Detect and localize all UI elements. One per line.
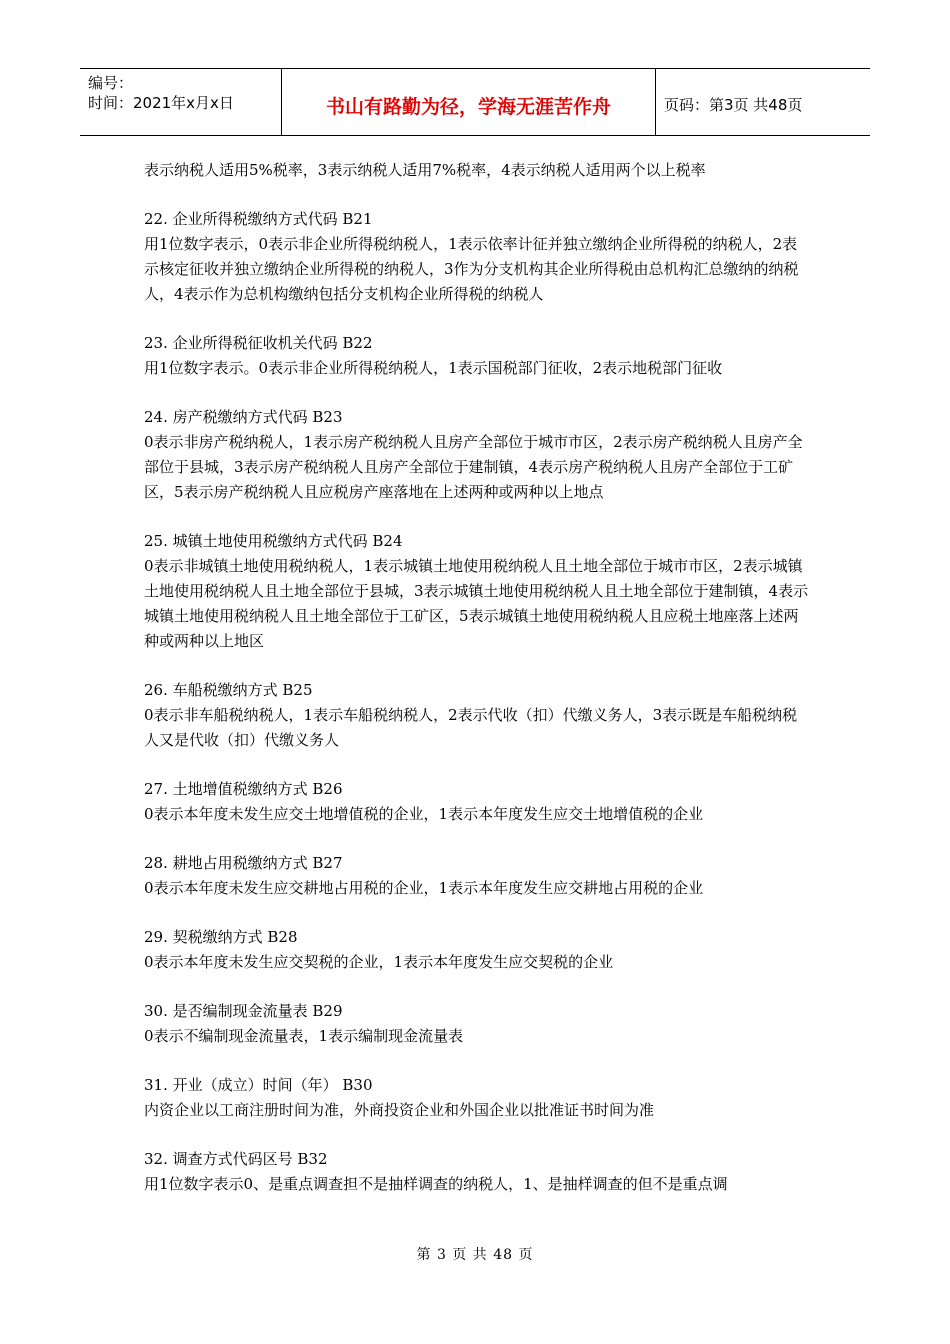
section-title: 27. 土地增值税缴纳方式 B26 <box>144 780 343 798</box>
section-27 <box>144 777 812 827</box>
section-25 <box>144 529 812 654</box>
header-page-label: 页码：第3页 共48页 <box>664 95 803 114</box>
section-body: 内资企业以工商注册时间为准，外商投资企业和外国企业以批准证书时间为准 <box>144 1101 655 1119</box>
section-body: 0表示非房产税纳税人，1表示房产税纳税人且房产全部位于城市市区，2表示房产税纳税人且房产全部位于县城，3表示房产税纳税人且房产全部位于建制镇，4表示房产税纳税人且房产全部位于工矿区，5表示房产税纳税人且应税房产座落地在上述两种或两种以上地点 <box>144 433 803 501</box>
section-body: 0表示本年度未发生应交土地增值税的企业，1表示本年度发生应交土地增值税的企业 <box>144 805 704 823</box>
section-29 <box>144 925 812 975</box>
section-title: 32. 调查方式代码区号 B32 <box>144 1150 328 1168</box>
section-title: 31. 开业（成立）时间（年） B30 <box>144 1076 373 1094</box>
section-body: 0表示不编制现金流量表，1表示编制现金流量表 <box>144 1027 464 1045</box>
section-title: 26. 车船税缴纳方式 B25 <box>144 681 313 699</box>
section-title: 30. 是否编制现金流量表 B29 <box>144 1002 343 1020</box>
page-footer: 第 3 页 共 48 页 <box>416 1247 534 1263</box>
section-24 <box>144 405 812 505</box>
header-meta <box>80 69 282 135</box>
document-body <box>144 158 812 1197</box>
section-23 <box>144 331 812 381</box>
section-title: 22. 企业所得税缴纳方式代码 B21 <box>144 210 373 228</box>
intro-paragraph: 表示纳税人适用5%税率，3表示纳税人适用7%税率，4表示纳税人适用两个以上税率 <box>144 161 706 179</box>
section-30 <box>144 999 812 1049</box>
section-title: 23. 企业所得税征收机关代码 B22 <box>144 334 373 352</box>
section-28 <box>144 851 812 901</box>
number-label: 编号： <box>88 74 134 92</box>
section-26 <box>144 678 812 753</box>
section-body: 0表示非车船税纳税人，1表示车船税纳税人，2表示代收（扣）代缴义务人，3表示既是车船税纳税人又是代收（扣）代缴义务人 <box>144 706 798 749</box>
section-title: 29. 契税缴纳方式 B28 <box>144 928 298 946</box>
time-label: 时间：2021年x月x日 <box>88 94 234 112</box>
section-title: 28. 耕地占用税缴纳方式 B27 <box>144 854 343 872</box>
section-body: 0表示非城镇土地使用税纳税人，1表示城镇土地使用税纳税人且土地全部位于城市市区，2表示城镇土地使用税纳税人且土地全部位于县城，3表示城镇土地使用税纳税人且土地全部位于建制镇，4表示城镇土地使用税纳税人且土地全部位于工矿区，5表示城镇土地使用税纳税人且应税土地座落上述两种或两种以上地区 <box>144 557 809 650</box>
section-title: 24. 房产税缴纳方式代码 B23 <box>144 408 343 426</box>
section-31 <box>144 1073 812 1123</box>
section-32 <box>144 1147 812 1197</box>
page-header <box>80 68 870 136</box>
section-22 <box>144 207 812 307</box>
section-body: 用1位数字表示0、是重点调查担不是抽样调查的纳税人，1、是抽样调查的但不是重点调 <box>144 1175 728 1193</box>
section-body: 0表示本年度未发生应交耕地占用税的企业，1表示本年度发生应交耕地占用税的企业 <box>144 879 704 897</box>
section-body: 用1位数字表示。0表示非企业所得税纳税人，1表示国税部门征收，2表示地税部门征收 <box>144 359 723 377</box>
header-motto: 书山有路勤为径，学海无涯苦作舟 <box>282 69 656 135</box>
section-body: 0表示本年度未发生应交契税的企业，1表示本年度发生应交契税的企业 <box>144 953 614 971</box>
section-body: 用1位数字表示，0表示非企业所得税纳税人，1表示依率计征并独立缴纳企业所得税的纳税人，2表示核定征收并独立缴纳企业所得税的纳税人，3作为分支机构其企业所得税由总机构汇总缴纳的纳税人，4表示作为总机构缴纳包括分支机构企业所得税的纳税人 <box>144 235 799 303</box>
section-title: 25. 城镇土地使用税缴纳方式代码 B24 <box>144 532 403 550</box>
